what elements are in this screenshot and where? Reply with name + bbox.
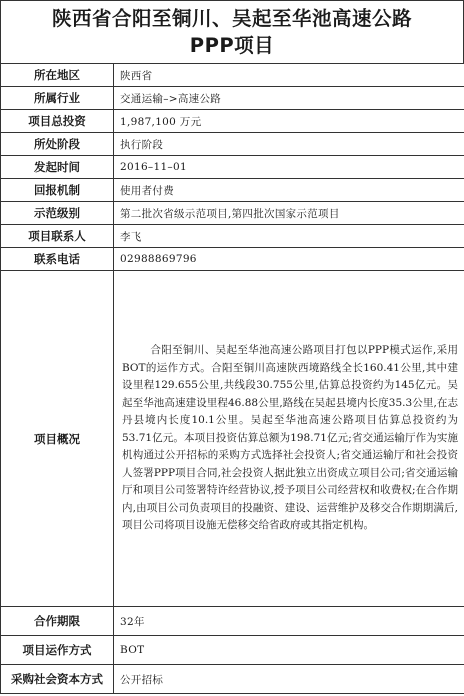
row-value: 第二批次省级示范项目,第四批次国家示范项目 bbox=[114, 202, 464, 225]
row-label: 所处阶段 bbox=[1, 133, 114, 156]
row-label: 项目运作方式 bbox=[1, 636, 114, 665]
overview-text: 合阳至铜川、吴起至华池高速公路项目打包以PPP模式运作,采用BOT的运作方式。合阳至铜川高速陕西境路线全长160.41公里,其中建设里程129.655公里,共线段30.755公里,估算总投资约为145亿元。吴起至华池高速建设里程46.88公里,路线在吴起县境内长度35.3公里,在志丹县境内长度10.1公里。吴起至华池高速公路项目估算总投资约为53.71亿元。本项目投资估算总额为198.71亿元;省交通运输厅作为实施机构通过公开招标的采购方式选择社会投资人;省交通运输厅和社会投资人签署PPP项目合同,社会投资人据此独立出资成立项目公司;省交通运输厅和项目公司签署特许经营协议,授予项目公司经营权和收费权;在合作期内,由项目公司负责项目的投融资、建设、运营维护及移交合作期期满后,项目公司将项目设施无偿移交给省政府或其指定机构。 bbox=[122, 344, 458, 532]
row-value: 执行阶段 bbox=[114, 133, 464, 156]
row-label: 示范级别 bbox=[1, 202, 114, 225]
row-label: 合作期限 bbox=[1, 607, 114, 636]
table-row bbox=[1, 133, 464, 156]
overview-label: 项目概况 bbox=[1, 271, 114, 607]
overview-row bbox=[1, 271, 464, 607]
row-value: 公开招标 bbox=[114, 665, 464, 694]
project-info-table bbox=[0, 63, 464, 694]
table-row bbox=[1, 248, 464, 271]
row-value: 2016–11–01 bbox=[114, 156, 464, 179]
table-row bbox=[1, 87, 464, 110]
title-line-2: PPP项目 bbox=[189, 34, 275, 57]
row-value: 02988869796 bbox=[114, 248, 464, 271]
row-label: 项目总投资 bbox=[1, 110, 114, 133]
row-label: 项目联系人 bbox=[1, 225, 114, 248]
row-label: 联系电话 bbox=[1, 248, 114, 271]
row-value: 交通运输–>高速公路 bbox=[114, 87, 464, 110]
row-label: 回报机制 bbox=[1, 179, 114, 202]
table-row bbox=[1, 179, 464, 202]
table-row bbox=[1, 225, 464, 248]
table-row bbox=[1, 64, 464, 87]
row-value: 陕西省 bbox=[114, 64, 464, 87]
row-value: 32年 bbox=[114, 607, 464, 636]
table-row bbox=[1, 202, 464, 225]
table-row bbox=[1, 636, 464, 665]
table-row bbox=[1, 607, 464, 636]
row-value: 使用者付费 bbox=[114, 179, 464, 202]
table-row bbox=[1, 665, 464, 694]
title-line-1: 陕西省合阳至铜川、吴起至华池高速公路 bbox=[51, 7, 412, 30]
overview-cell bbox=[114, 271, 464, 607]
row-value: BOT bbox=[114, 636, 464, 665]
row-label: 发起时间 bbox=[1, 156, 114, 179]
table-row bbox=[1, 110, 464, 133]
page-title bbox=[0, 0, 464, 63]
table-row bbox=[1, 156, 464, 179]
row-value: 1,987,100 万元 bbox=[114, 110, 464, 133]
row-value: 李飞 bbox=[114, 225, 464, 248]
row-label: 所属行业 bbox=[1, 87, 114, 110]
row-label: 采购社会资本方式 bbox=[1, 665, 114, 694]
row-label: 所在地区 bbox=[1, 64, 114, 87]
